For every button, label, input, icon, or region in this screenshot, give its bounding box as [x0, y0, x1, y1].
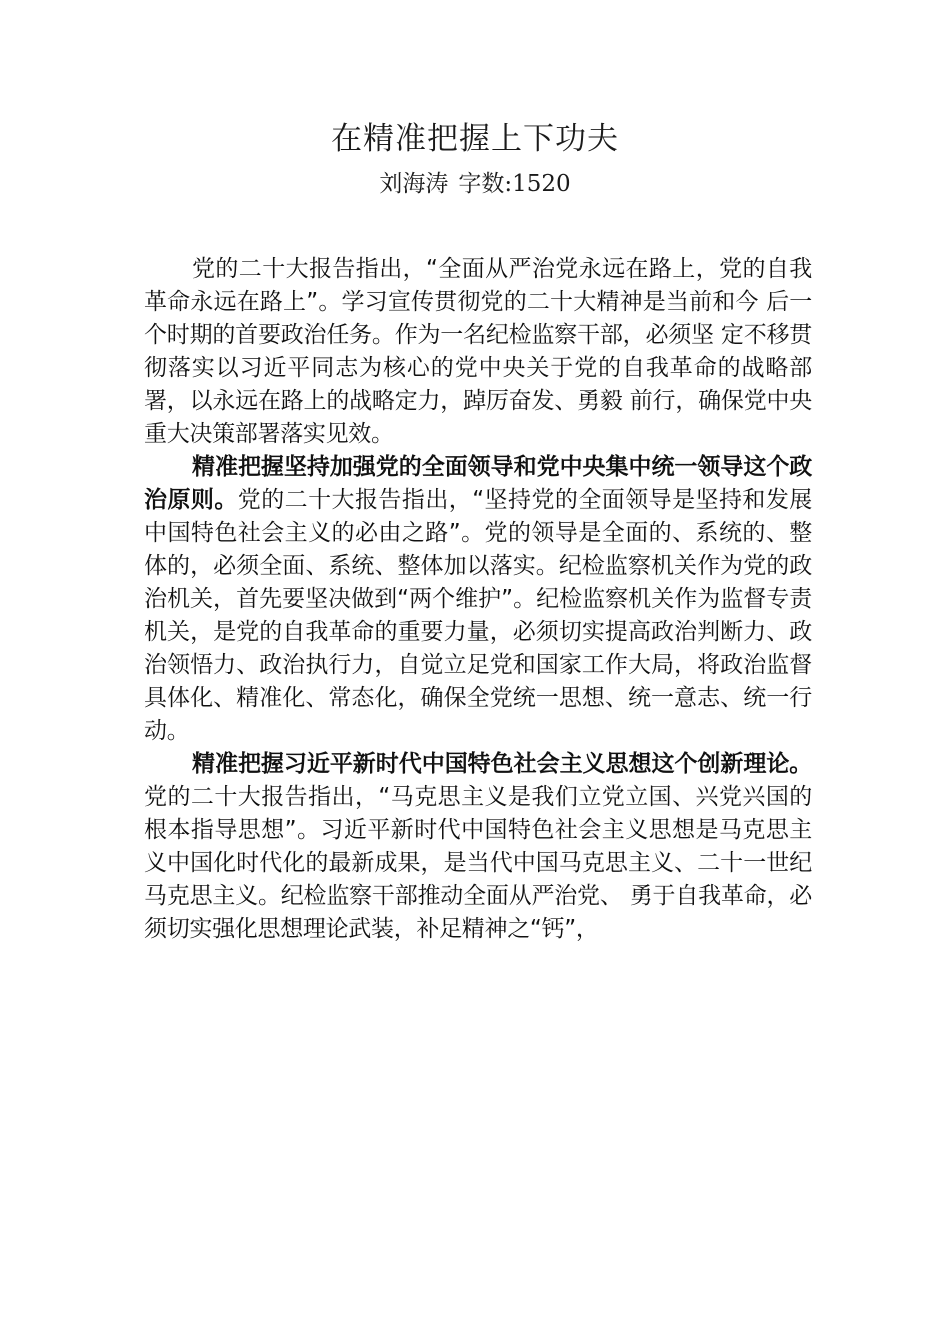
author-name: 刘海涛	[379, 171, 449, 197]
paragraph-innovative-theory	[144, 748, 812, 946]
paragraph-lead: 精准把握习近平新时代中国特色社会主义思想这个创新理论。	[192, 751, 812, 777]
document-title: 在精准把握上下功夫	[331, 121, 619, 157]
paragraph-text: 党的二十大报告指出，“坚持党的全面领导是坚持和发展中国特色社会主义的必由之路”。党的领导是全面的、系统的、整体的，必须全面、系统、整体加以落实。纪检监察机关作为党的政治机关，首先要坚决做到“两个维护”。纪检监察机关作为监督专责机关，是党的自我革命的重要力量，必须切实提高政治判断力、政治领悟力、政治执行力，自觉立足党和国家工作大局，将政治监督具体化、精准化、常态化，确保全党统一思想、统一意志、统一行动。	[144, 487, 812, 744]
document-byline	[0, 168, 950, 200]
paragraph-lead: 精准把握坚持加强党的全面领导和党中央集中统一领导这个政治原则。	[144, 454, 812, 513]
paragraph-text: 党的二十大报告指出，“马克思主义是我们立党立国、兴党兴国的根本指导思想”。习近平新时代中国特色社会主义思想是马克思主义中国化时代化的最新成果，是当代中国马克思主义、二十一世纪马克思主义。纪检监察干部推动全面从严治党、 勇于自我革命，必须切实强化思想理论武装，补足精神之“钙”，	[144, 784, 812, 942]
paragraph-intro	[144, 253, 812, 451]
word-count: 字数:1520	[458, 171, 571, 197]
document-body	[144, 253, 812, 946]
paragraph-text: 党的二十大报告指出，“全面从严治党永远在路上，党的自我革命永远在路上”。学习宣传贯彻党的二十大精神是当前和今 后一个时期的首要政治任务。作为一名纪检监察干部，必须坚 定不移贯彻落实以习近平同志为核心的党中央关于党的自我革命的战略部署，以永远在路上的战略定力，踔厉奋发、勇毅 前行，确保党中央重大决策部署落实见效。	[144, 256, 812, 447]
paragraph-political-principle	[144, 451, 812, 748]
